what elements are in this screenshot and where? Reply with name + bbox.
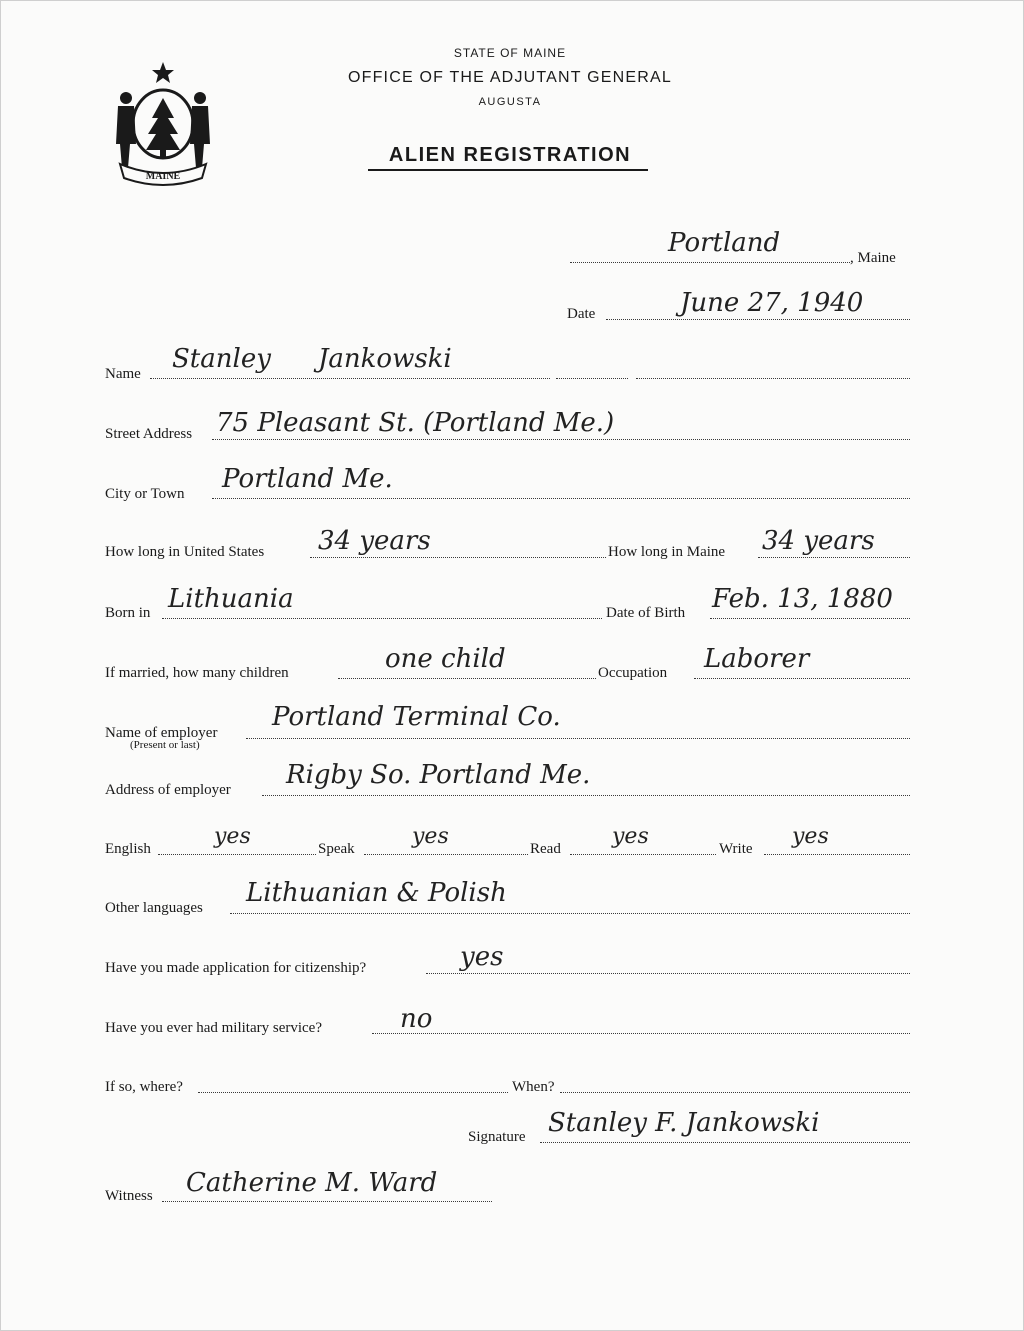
witness-label: Witness — [105, 1188, 153, 1204]
employer-address-value: Rigby So. Portland Me. — [286, 760, 591, 790]
born-in-value: Lithuania — [168, 584, 294, 614]
signature-value: Stanley F. Jankowski — [548, 1108, 820, 1138]
city-town-label: City or Town — [105, 486, 185, 502]
witness-line — [162, 1201, 492, 1202]
seal-banner-text: MAINE — [145, 171, 181, 182]
date-of-birth-label: Date of Birth — [606, 605, 686, 621]
employer-address-label: Address of employer — [105, 782, 231, 798]
other-languages-label: Other languages — [105, 900, 203, 916]
write-value: yes — [792, 824, 829, 849]
when-line — [560, 1092, 910, 1093]
date-of-birth-value: Feb. 13, 1880 — [712, 584, 893, 614]
if-so-where-line — [198, 1092, 508, 1093]
read-line — [570, 854, 716, 855]
signature-label: Signature — [468, 1129, 526, 1145]
born-in-line — [162, 618, 602, 619]
citizenship-label: Have you made application for citizenship? — [105, 960, 367, 976]
header-city: AUGUSTA — [478, 96, 542, 108]
write-label: Write — [719, 841, 753, 857]
citizenship-value: yes — [460, 942, 504, 972]
english-label: English — [105, 841, 151, 857]
occupation-value: Laborer — [704, 644, 810, 674]
employer-name-label: Name of employer — [105, 725, 218, 741]
military-value: no — [400, 1004, 433, 1034]
title-underline — [368, 169, 648, 171]
military-line — [372, 1033, 910, 1034]
how-long-maine-value: 34 years — [762, 526, 875, 556]
street-address-label: Street Address — [105, 426, 193, 442]
if-so-where-label: If so, where? — [105, 1079, 183, 1095]
occupation-label: Occupation — [598, 665, 668, 681]
born-in-label: Born in — [105, 605, 151, 621]
city-town-line — [212, 498, 910, 499]
name-line-2 — [556, 378, 628, 379]
speak-value: yes — [412, 824, 449, 849]
occupation-line — [694, 678, 910, 679]
children-label: If married, how many children — [105, 665, 289, 681]
citizenship-line — [426, 973, 910, 974]
other-languages-value: Lithuanian & Polish — [246, 878, 507, 908]
street-address-line — [212, 439, 910, 440]
header-office: OFFICE OF THE ADJUTANT GENERAL — [347, 69, 673, 86]
name-label: Name — [105, 366, 141, 382]
children-value: one child — [385, 644, 506, 674]
city-town-value: Portland Me. — [222, 464, 393, 494]
how-long-maine-label: How long in Maine — [608, 544, 726, 560]
name-last-value: Jankowski — [318, 344, 452, 374]
name-line-3 — [636, 378, 910, 379]
how-long-us-value: 34 years — [318, 526, 431, 556]
employer-name-value: Portland Terminal Co. — [272, 702, 561, 732]
name-first-value: Stanley — [172, 344, 271, 374]
form-title: ALIEN REGISTRATION — [388, 144, 632, 166]
date-line — [606, 319, 910, 320]
employer-name-line — [246, 738, 910, 739]
speak-line — [364, 854, 528, 855]
date-of-birth-line — [710, 618, 910, 619]
employer-note: (Present or last) — [130, 739, 200, 751]
write-line — [764, 854, 910, 855]
employer-address-line — [262, 795, 910, 796]
children-line — [338, 678, 596, 679]
town-value: Portland — [668, 228, 781, 258]
military-label: Have you ever had military service? — [105, 1020, 322, 1036]
how-long-maine-line — [758, 557, 910, 558]
maine-state-seal-icon — [108, 58, 218, 188]
signature-line — [540, 1142, 910, 1143]
english-value: yes — [214, 824, 251, 849]
date-label: Date — [567, 306, 596, 322]
read-label: Read — [530, 841, 561, 857]
how-long-us-label: How long in United States — [105, 544, 265, 560]
how-long-us-line — [310, 557, 606, 558]
speak-label: Speak — [318, 841, 355, 857]
maine-label: , Maine — [850, 250, 896, 266]
english-line — [158, 854, 316, 855]
when-label: When? — [512, 1079, 555, 1095]
read-value: yes — [612, 824, 649, 849]
street-address-value: 75 Pleasant St. (Portland Me.) — [216, 408, 615, 438]
other-languages-line — [230, 913, 910, 914]
name-line-1 — [150, 378, 550, 379]
town-line — [570, 262, 850, 263]
witness-value: Catherine M. Ward — [186, 1168, 438, 1198]
date-value: June 27, 1940 — [680, 288, 864, 318]
header-state: STATE OF MAINE — [453, 46, 567, 60]
